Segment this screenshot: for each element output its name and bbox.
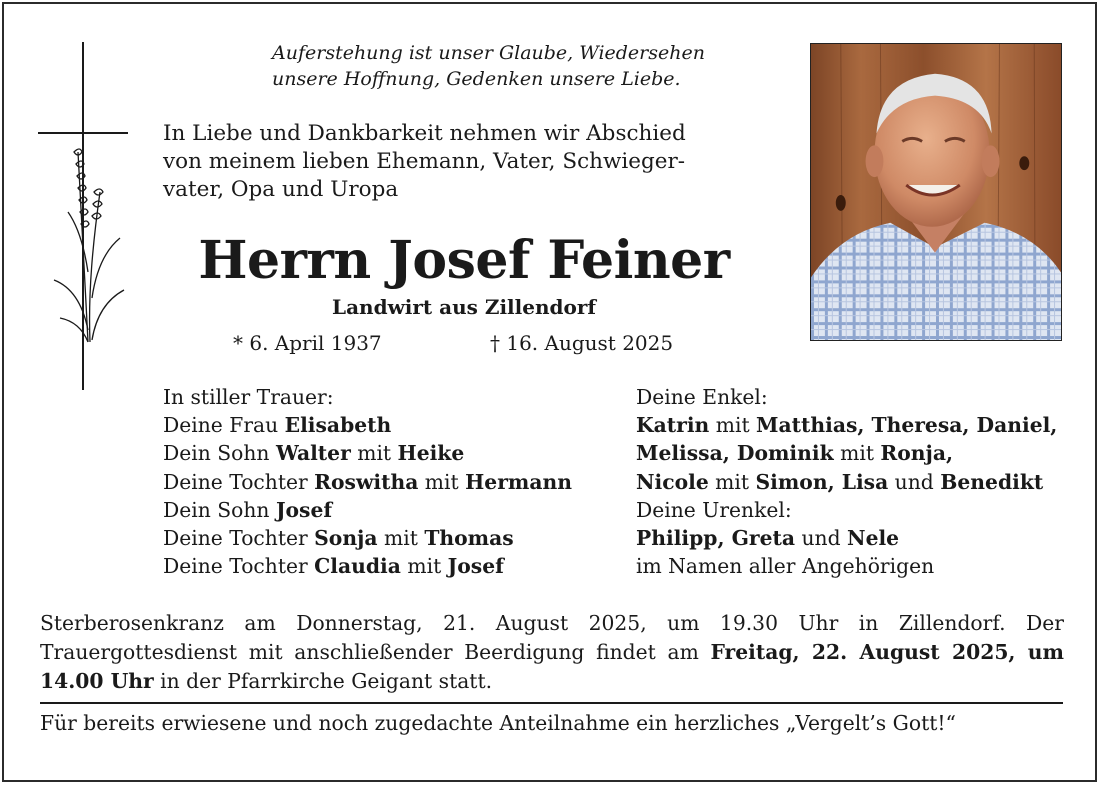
intro-line-3: vater, Opa und Uropa [163,177,399,202]
mourners-closing: im Namen aller Angehörigen [636,554,935,579]
motto-line-2: unsere Hoffnung, Gedenken unsere Liebe. [272,68,681,90]
mourners-heading: In stiller Trauer: [163,385,334,409]
mourner-row: Deine Tochter Roswitha mit Hermann [163,469,572,494]
mourner-row: Katrin mit Matthias, Theresa, Daniel, [636,413,1058,438]
portrait-photo [810,43,1062,341]
mourner-row: Melissa, Dominik mit Ronja, [636,441,954,466]
deceased-occupation: Landwirt aus Zillendorf [332,295,596,319]
mourners-left-column [163,383,572,580]
deceased-name: Herrn Josef Feiner [198,230,730,291]
mourner-row: Philipp, Greta und Nele [636,526,900,551]
mourner-row: Dein Sohn Walter mit Heike [163,441,465,466]
divider-line [40,702,1063,704]
birth-date: * 6. April 1937 [233,331,382,355]
mourner-row: Deine Tochter Claudia mit Josef [163,554,504,579]
mourner-row: Nicole mit Simon, Lisa und Benedikt [636,469,1044,494]
intro-line-1: In Liebe und Dankbarkeit nehmen wir Abschied [163,121,686,146]
cross-wheat-icon [38,42,133,392]
motto-verse [272,40,792,92]
thanks-note: Für bereits erwiesene und noch zugedachte Anteilnahme ein herzliches „Vergelt’s Gott!“ [40,711,956,735]
motto-line-1: Auferstehung ist unser Glaube, Wiedersehen [272,42,705,64]
service-details: Sterberosenkranz am Donnerstag, 21. August 2025, um 19.30 Uhr in Zillendorf. Der Trauergottesdienst mit anschließender Beerdigung findet am Freitag, 22. August 2025, um 14.00 Uhr in der Pfarrkirche Geigant statt. [40,611,1064,693]
intro-text [163,120,783,204]
mourner-row: Deine Frau Elisabeth [163,413,392,438]
great-grandchildren-heading: Deine Urenkel: [636,497,792,522]
mourner-row: Dein Sohn Josef [163,497,333,522]
intro-line-2: von meinem lieben Ehemann, Vater, Schwieger- [163,149,685,174]
mourner-row: Deine Tochter Sonja mit Thomas [163,526,514,551]
death-date: † 16. August 2025 [490,331,674,355]
mourners-right-column [636,383,1057,580]
grandchildren-heading: Deine Enkel: [636,385,768,409]
